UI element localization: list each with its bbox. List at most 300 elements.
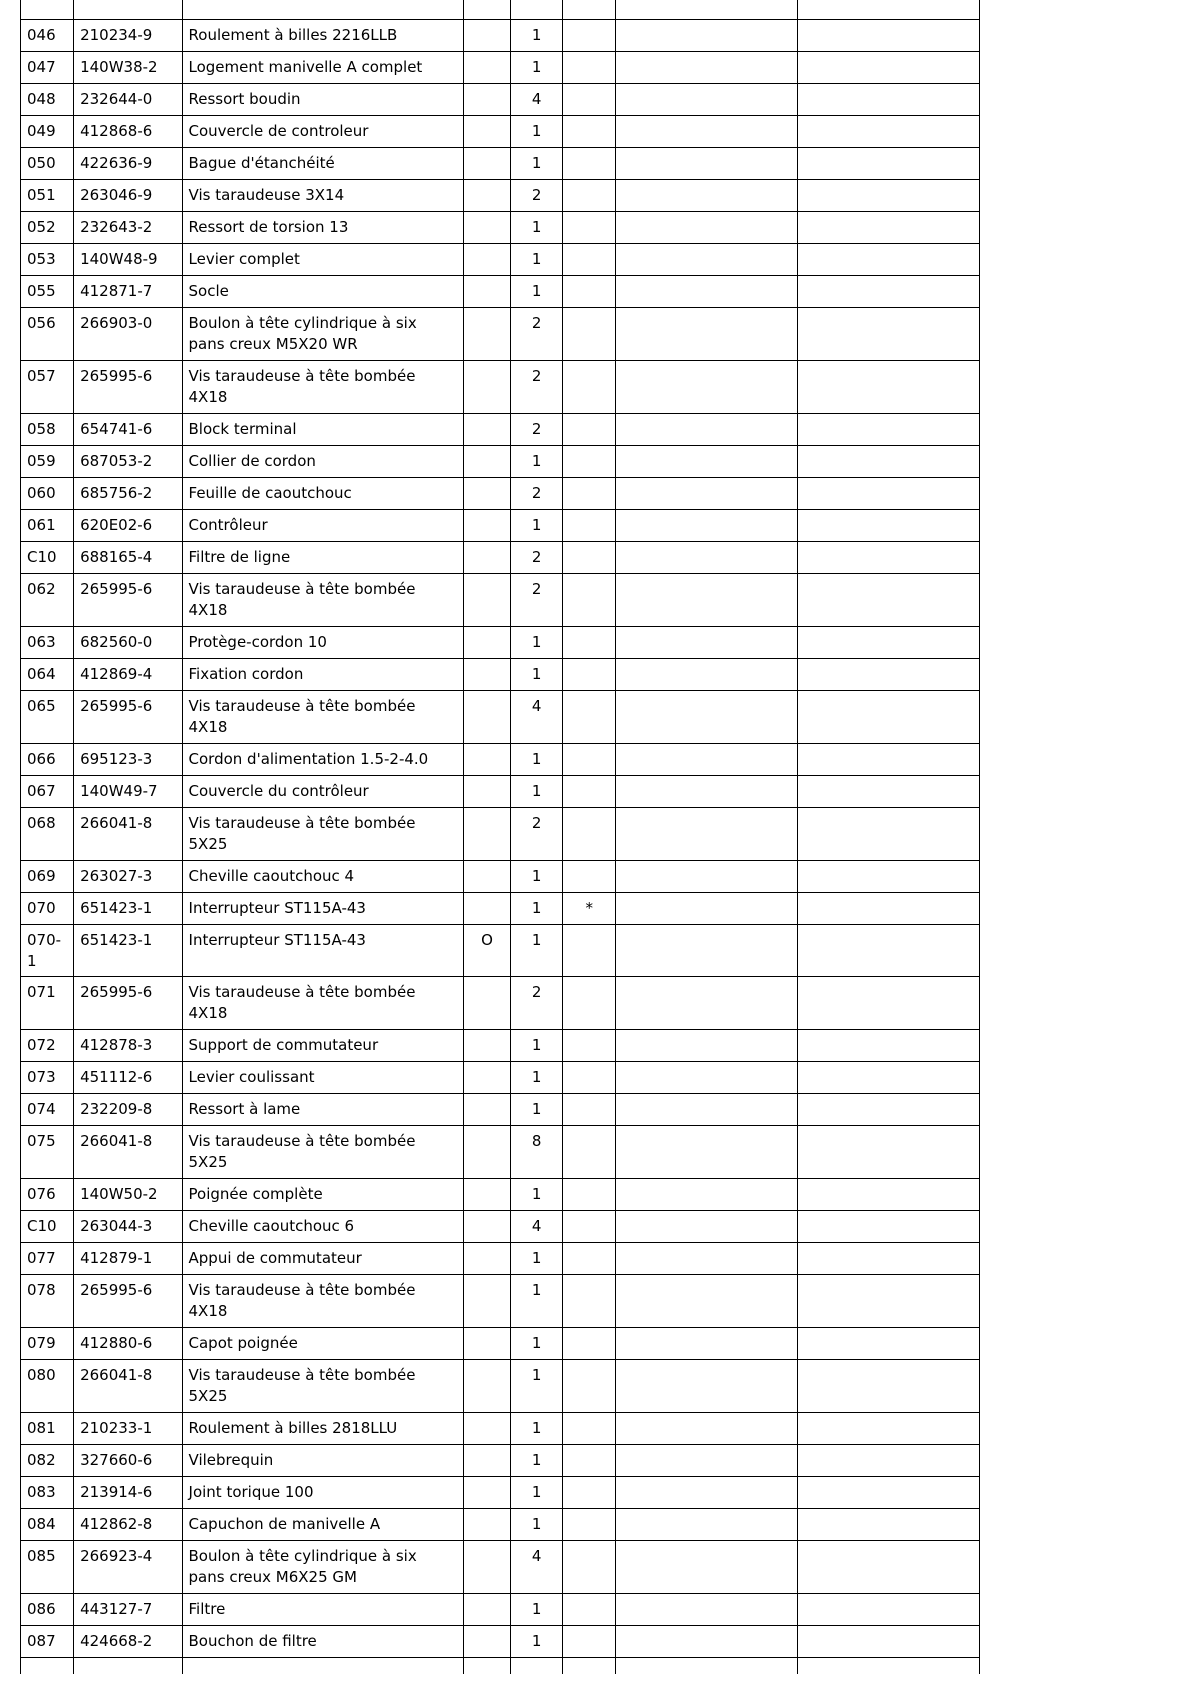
part-reference-cell: 687053-2	[74, 446, 182, 478]
blank-cell-1	[616, 1094, 798, 1126]
option-note-cell	[463, 1413, 510, 1445]
part-reference-cell: 327660-6	[74, 1445, 182, 1477]
table-row	[21, 893, 980, 925]
remark-mark-cell	[563, 1626, 616, 1658]
quantity-cell: 1	[511, 627, 563, 659]
blank-cell-2	[798, 1030, 980, 1062]
table-row	[21, 1328, 980, 1360]
option-note-cell	[463, 361, 510, 414]
blank-cell-1	[616, 1275, 798, 1328]
quantity-cell: 1	[511, 1445, 563, 1477]
blank-cell-2	[798, 808, 980, 861]
option-note-cell	[463, 1126, 510, 1179]
part-description-cell: Contrôleur	[182, 510, 463, 542]
table-row	[21, 276, 980, 308]
option-note-cell	[463, 691, 510, 744]
blank-cell-1	[616, 20, 798, 52]
item-number-cell: 073	[21, 1062, 74, 1094]
option-note-cell	[463, 1509, 510, 1541]
option-note-cell	[463, 659, 510, 691]
table-row	[21, 510, 980, 542]
remark-mark-cell	[563, 977, 616, 1030]
remark-mark-cell: *	[563, 893, 616, 925]
part-description-cell: Roulement à billes 2818LLU	[182, 1413, 463, 1445]
part-reference-cell: 266903-0	[74, 308, 182, 361]
item-number-cell: 076	[21, 1179, 74, 1211]
remark-mark-cell	[563, 20, 616, 52]
part-description-cell: Bouchon de filtre	[182, 1626, 463, 1658]
table-row	[21, 148, 980, 180]
blank-cell-1	[616, 1126, 798, 1179]
quantity-cell: 1	[511, 1328, 563, 1360]
quantity-cell: 2	[511, 542, 563, 574]
table-row	[21, 84, 980, 116]
part-reference-cell: 424668-2	[74, 1626, 182, 1658]
remark-mark-cell	[563, 542, 616, 574]
part-reference-cell: 266041-8	[74, 1360, 182, 1413]
remark-mark-cell	[563, 1030, 616, 1062]
item-number-cell: 075	[21, 1126, 74, 1179]
part-reference-cell: 412878-3	[74, 1030, 182, 1062]
quantity-cell: 2	[511, 180, 563, 212]
remark-mark-cell	[563, 744, 616, 776]
blank-cell-2	[798, 244, 980, 276]
parts-list-sheet	[20, 0, 980, 1674]
part-description-cell: Couvercle de controleur	[182, 116, 463, 148]
quantity-cell: 2	[511, 808, 563, 861]
table-row	[21, 659, 980, 691]
part-reference-cell: 443127-7	[74, 1594, 182, 1626]
part-description-cell: Cheville caoutchouc 4	[182, 861, 463, 893]
item-number-cell: 085	[21, 1541, 74, 1594]
quantity-cell: 1	[511, 244, 563, 276]
part-description-cell: Feuille de caoutchouc	[182, 478, 463, 510]
item-number-cell: 081	[21, 1413, 74, 1445]
part-reference-cell: 451112-6	[74, 1062, 182, 1094]
part-reference-cell: 412871-7	[74, 276, 182, 308]
part-description-cell: Poignée complète	[182, 1179, 463, 1211]
option-note-cell	[463, 276, 510, 308]
part-reference-cell: 210233-1	[74, 1413, 182, 1445]
part-description-cell: Vis taraudeuse à tête bombée 4X18	[182, 361, 463, 414]
item-number-cell: 082	[21, 1445, 74, 1477]
part-description-cell: Bague d'étanchéité	[182, 148, 463, 180]
item-number-cell: C10	[21, 1211, 74, 1243]
blank-cell-1	[616, 1360, 798, 1413]
blank-cell-1	[616, 1062, 798, 1094]
blank-cell-2	[798, 893, 980, 925]
table-row	[21, 212, 980, 244]
quantity-cell: 2	[511, 478, 563, 510]
part-description-cell: Fixation cordon	[182, 659, 463, 691]
item-number-cell: 046	[21, 20, 74, 52]
blank-cell-2	[798, 180, 980, 212]
part-reference-cell: 263027-3	[74, 861, 182, 893]
item-number-cell: 052	[21, 212, 74, 244]
item-number-cell: 066	[21, 744, 74, 776]
option-note-cell	[463, 1179, 510, 1211]
table-row	[21, 20, 980, 52]
part-reference-cell: 213914-6	[74, 1477, 182, 1509]
blank-cell-1	[616, 1509, 798, 1541]
blank-cell-2	[798, 414, 980, 446]
blank-cell-1	[616, 84, 798, 116]
part-description-cell: Interrupteur ST115A-43	[182, 893, 463, 925]
item-number-cell: 062	[21, 574, 74, 627]
blank-cell-2	[798, 1126, 980, 1179]
remark-mark-cell	[563, 1413, 616, 1445]
remark-mark-cell	[563, 1126, 616, 1179]
item-number-cell: 048	[21, 84, 74, 116]
item-number-cell: 068	[21, 808, 74, 861]
remark-mark-cell	[563, 861, 616, 893]
table-row	[21, 1126, 980, 1179]
blank-cell-1	[616, 1211, 798, 1243]
option-note-cell	[463, 52, 510, 84]
item-number-cell: 080	[21, 1360, 74, 1413]
table-row	[21, 691, 980, 744]
option-note-cell	[463, 212, 510, 244]
quantity-cell: 1	[511, 1275, 563, 1328]
item-number-cell: 072	[21, 1030, 74, 1062]
blank-cell-1	[616, 212, 798, 244]
blank-cell-1	[616, 776, 798, 808]
option-note-cell	[463, 1360, 510, 1413]
option-note-cell	[463, 446, 510, 478]
remark-mark-cell	[563, 1360, 616, 1413]
quantity-cell: 1	[511, 776, 563, 808]
part-reference-cell: 265995-6	[74, 574, 182, 627]
part-description-cell: Ressort de torsion 13	[182, 212, 463, 244]
blank-cell-2	[798, 1243, 980, 1275]
part-description-cell: Ressort à lame	[182, 1094, 463, 1126]
blank-cell-2	[798, 574, 980, 627]
item-number-cell: 079	[21, 1328, 74, 1360]
item-number-cell: 049	[21, 116, 74, 148]
part-description-cell: Capot poignée	[182, 1328, 463, 1360]
part-description-cell: Ressort boudin	[182, 84, 463, 116]
blank-cell-2	[798, 308, 980, 361]
part-reference-cell: 688165-4	[74, 542, 182, 574]
item-number-cell: 055	[21, 276, 74, 308]
part-reference-cell: 685756-2	[74, 478, 182, 510]
option-note-cell	[463, 308, 510, 361]
blank-cell-2	[798, 1328, 980, 1360]
quantity-cell: 4	[511, 1541, 563, 1594]
remark-mark-cell	[563, 180, 616, 212]
quantity-cell: 1	[511, 20, 563, 52]
part-description-cell: Vis taraudeuse à tête bombée 5X25	[182, 1126, 463, 1179]
remark-mark-cell	[563, 1062, 616, 1094]
remark-mark-cell	[563, 808, 616, 861]
option-note-cell	[463, 1445, 510, 1477]
blank-cell-2	[798, 1413, 980, 1445]
blank-cell-1	[616, 861, 798, 893]
blank-cell-1	[616, 542, 798, 574]
remark-mark-cell	[563, 212, 616, 244]
blank-cell-2	[798, 977, 980, 1030]
remark-mark-cell	[563, 148, 616, 180]
quantity-cell: 1	[511, 659, 563, 691]
part-description-cell: Cheville caoutchouc 6	[182, 1211, 463, 1243]
part-description-cell: Vis taraudeuse à tête bombée 5X25	[182, 1360, 463, 1413]
part-reference-cell: 140W48-9	[74, 244, 182, 276]
part-description-cell: Block terminal	[182, 414, 463, 446]
option-note-cell	[463, 148, 510, 180]
table-row	[21, 574, 980, 627]
part-reference-cell: 263046-9	[74, 180, 182, 212]
quantity-cell: 1	[511, 744, 563, 776]
blank-cell-1	[616, 659, 798, 691]
blank-cell-1	[616, 116, 798, 148]
blank-cell-2	[798, 148, 980, 180]
item-number-cell: 086	[21, 1594, 74, 1626]
remark-mark-cell	[563, 1243, 616, 1275]
part-description-cell: Filtre	[182, 1594, 463, 1626]
remark-mark-cell	[563, 1094, 616, 1126]
part-reference-cell: 266923-4	[74, 1541, 182, 1594]
item-number-cell: 074	[21, 1094, 74, 1126]
part-description-cell: Support de commutateur	[182, 1030, 463, 1062]
table-row	[21, 776, 980, 808]
table-row	[21, 244, 980, 276]
part-reference-cell: 412862-8	[74, 1509, 182, 1541]
part-reference-cell: 265995-6	[74, 361, 182, 414]
item-number-cell: 083	[21, 1477, 74, 1509]
option-note-cell	[463, 893, 510, 925]
blank-cell-2	[798, 84, 980, 116]
option-note-cell	[463, 627, 510, 659]
table-row	[21, 478, 980, 510]
blank-cell-1	[616, 1541, 798, 1594]
blank-cell-1	[616, 308, 798, 361]
blank-cell-2	[798, 1360, 980, 1413]
blank-cell-2	[798, 1211, 980, 1243]
remark-mark-cell	[563, 308, 616, 361]
quantity-cell: 2	[511, 977, 563, 1030]
option-note-cell	[463, 510, 510, 542]
blank-cell-2	[798, 1626, 980, 1658]
part-description-cell: Boulon à tête cylindrique à six pans creux M6X25 GM	[182, 1541, 463, 1594]
part-reference-cell: 412869-4	[74, 659, 182, 691]
blank-cell-1	[616, 244, 798, 276]
option-note-cell	[463, 478, 510, 510]
remark-mark-cell	[563, 1179, 616, 1211]
remark-mark-cell	[563, 510, 616, 542]
part-description-cell: Vis taraudeuse à tête bombée 4X18	[182, 691, 463, 744]
remark-mark-cell	[563, 116, 616, 148]
blank-cell-1	[616, 510, 798, 542]
table-row	[21, 925, 980, 977]
table-top-continuation	[21, 0, 980, 20]
quantity-cell: 8	[511, 1126, 563, 1179]
blank-cell-1	[616, 148, 798, 180]
blank-cell-1	[616, 1594, 798, 1626]
part-reference-cell: 232644-0	[74, 84, 182, 116]
quantity-cell: 1	[511, 1626, 563, 1658]
blank-cell-1	[616, 893, 798, 925]
quantity-cell: 1	[511, 52, 563, 84]
blank-cell-2	[798, 1062, 980, 1094]
part-reference-cell: 140W49-7	[74, 776, 182, 808]
table-row	[21, 1477, 980, 1509]
option-note-cell	[463, 414, 510, 446]
remark-mark-cell	[563, 1211, 616, 1243]
table-row	[21, 1509, 980, 1541]
part-description-cell: Roulement à billes 2216LLB	[182, 20, 463, 52]
blank-cell-2	[798, 1445, 980, 1477]
part-description-cell: Levier coulissant	[182, 1062, 463, 1094]
table-row	[21, 1275, 980, 1328]
quantity-cell: 1	[511, 861, 563, 893]
blank-cell-2	[798, 659, 980, 691]
table-row	[21, 1243, 980, 1275]
blank-cell-1	[616, 1413, 798, 1445]
blank-cell-1	[616, 808, 798, 861]
item-number-cell: 071	[21, 977, 74, 1030]
quantity-cell: 1	[511, 1594, 563, 1626]
item-number-cell: 058	[21, 414, 74, 446]
blank-cell-2	[798, 744, 980, 776]
part-reference-cell: 651423-1	[74, 925, 182, 977]
table-row	[21, 1445, 980, 1477]
part-reference-cell: 412880-6	[74, 1328, 182, 1360]
option-note-cell	[463, 1243, 510, 1275]
table-bottom-continuation	[21, 1658, 980, 1675]
item-number-cell: 078	[21, 1275, 74, 1328]
quantity-cell: 1	[511, 1360, 563, 1413]
table-row	[21, 1211, 980, 1243]
blank-cell-1	[616, 925, 798, 977]
part-reference-cell: 140W38-2	[74, 52, 182, 84]
part-description-cell: Cordon d'alimentation 1.5-2-4.0	[182, 744, 463, 776]
option-note-cell	[463, 180, 510, 212]
remark-mark-cell	[563, 1477, 616, 1509]
remark-mark-cell	[563, 244, 616, 276]
table-row	[21, 361, 980, 414]
part-reference-cell: 620E02-6	[74, 510, 182, 542]
table-row	[21, 1030, 980, 1062]
quantity-cell: 1	[511, 1062, 563, 1094]
blank-cell-2	[798, 276, 980, 308]
remark-mark-cell	[563, 52, 616, 84]
option-note-cell	[463, 1594, 510, 1626]
blank-cell-1	[616, 1445, 798, 1477]
table-row	[21, 977, 980, 1030]
option-note-cell	[463, 244, 510, 276]
table-row	[21, 542, 980, 574]
parts-table-body	[21, 0, 980, 1674]
option-note-cell	[463, 861, 510, 893]
quantity-cell: 2	[511, 414, 563, 446]
item-number-cell: 070-1	[21, 925, 74, 977]
part-description-cell: Capuchon de manivelle A	[182, 1509, 463, 1541]
parts-table	[20, 0, 980, 1674]
remark-mark-cell	[563, 84, 616, 116]
option-note-cell	[463, 20, 510, 52]
remark-mark-cell	[563, 627, 616, 659]
blank-cell-2	[798, 510, 980, 542]
quantity-cell: 1	[511, 510, 563, 542]
option-note-cell	[463, 1328, 510, 1360]
blank-cell-1	[616, 478, 798, 510]
item-number-cell: 047	[21, 52, 74, 84]
part-description-cell: Levier complet	[182, 244, 463, 276]
option-note-cell	[463, 542, 510, 574]
part-description-cell: Collier de cordon	[182, 446, 463, 478]
part-description-cell: Vis taraudeuse 3X14	[182, 180, 463, 212]
quantity-cell: 1	[511, 1509, 563, 1541]
table-row	[21, 861, 980, 893]
part-reference-cell: 232209-8	[74, 1094, 182, 1126]
blank-cell-2	[798, 212, 980, 244]
quantity-cell: 1	[511, 212, 563, 244]
remark-mark-cell	[563, 1445, 616, 1477]
item-number-cell: 053	[21, 244, 74, 276]
remark-mark-cell	[563, 1541, 616, 1594]
blank-cell-1	[616, 1477, 798, 1509]
quantity-cell: 1	[511, 925, 563, 977]
part-reference-cell: 695123-3	[74, 744, 182, 776]
part-reference-cell: 265995-6	[74, 1275, 182, 1328]
blank-cell-2	[798, 1477, 980, 1509]
blank-cell-2	[798, 691, 980, 744]
option-note-cell	[463, 1094, 510, 1126]
part-reference-cell: 266041-8	[74, 1126, 182, 1179]
option-note-cell	[463, 84, 510, 116]
blank-cell-1	[616, 180, 798, 212]
blank-cell-2	[798, 361, 980, 414]
blank-cell-1	[616, 627, 798, 659]
table-row	[21, 308, 980, 361]
table-row	[21, 1360, 980, 1413]
blank-cell-1	[616, 1626, 798, 1658]
blank-cell-1	[616, 691, 798, 744]
quantity-cell: 1	[511, 446, 563, 478]
part-description-cell: Filtre de ligne	[182, 542, 463, 574]
option-note-cell	[463, 776, 510, 808]
item-number-cell: 057	[21, 361, 74, 414]
blank-cell-1	[616, 52, 798, 84]
item-number-cell: 056	[21, 308, 74, 361]
item-number-cell: 059	[21, 446, 74, 478]
item-number-cell: 069	[21, 861, 74, 893]
part-description-cell: Couvercle du contrôleur	[182, 776, 463, 808]
table-row	[21, 116, 980, 148]
blank-cell-2	[798, 861, 980, 893]
item-number-cell: C10	[21, 542, 74, 574]
table-row	[21, 1179, 980, 1211]
blank-cell-1	[616, 1179, 798, 1211]
quantity-cell: 1	[511, 1030, 563, 1062]
part-description-cell: Socle	[182, 276, 463, 308]
option-note-cell	[463, 744, 510, 776]
quantity-cell: 1	[511, 1094, 563, 1126]
remark-mark-cell	[563, 361, 616, 414]
part-description-cell: Vis taraudeuse à tête bombée 4X18	[182, 574, 463, 627]
part-description-cell: Boulon à tête cylindrique à six pans creux M5X20 WR	[182, 308, 463, 361]
table-row	[21, 744, 980, 776]
option-note-cell	[463, 1477, 510, 1509]
blank-cell-1	[616, 1030, 798, 1062]
quantity-cell: 4	[511, 84, 563, 116]
blank-cell-2	[798, 1594, 980, 1626]
table-row	[21, 1062, 980, 1094]
blank-cell-1	[616, 361, 798, 414]
part-reference-cell: 265995-6	[74, 691, 182, 744]
table-row	[21, 1094, 980, 1126]
quantity-cell: 4	[511, 1211, 563, 1243]
